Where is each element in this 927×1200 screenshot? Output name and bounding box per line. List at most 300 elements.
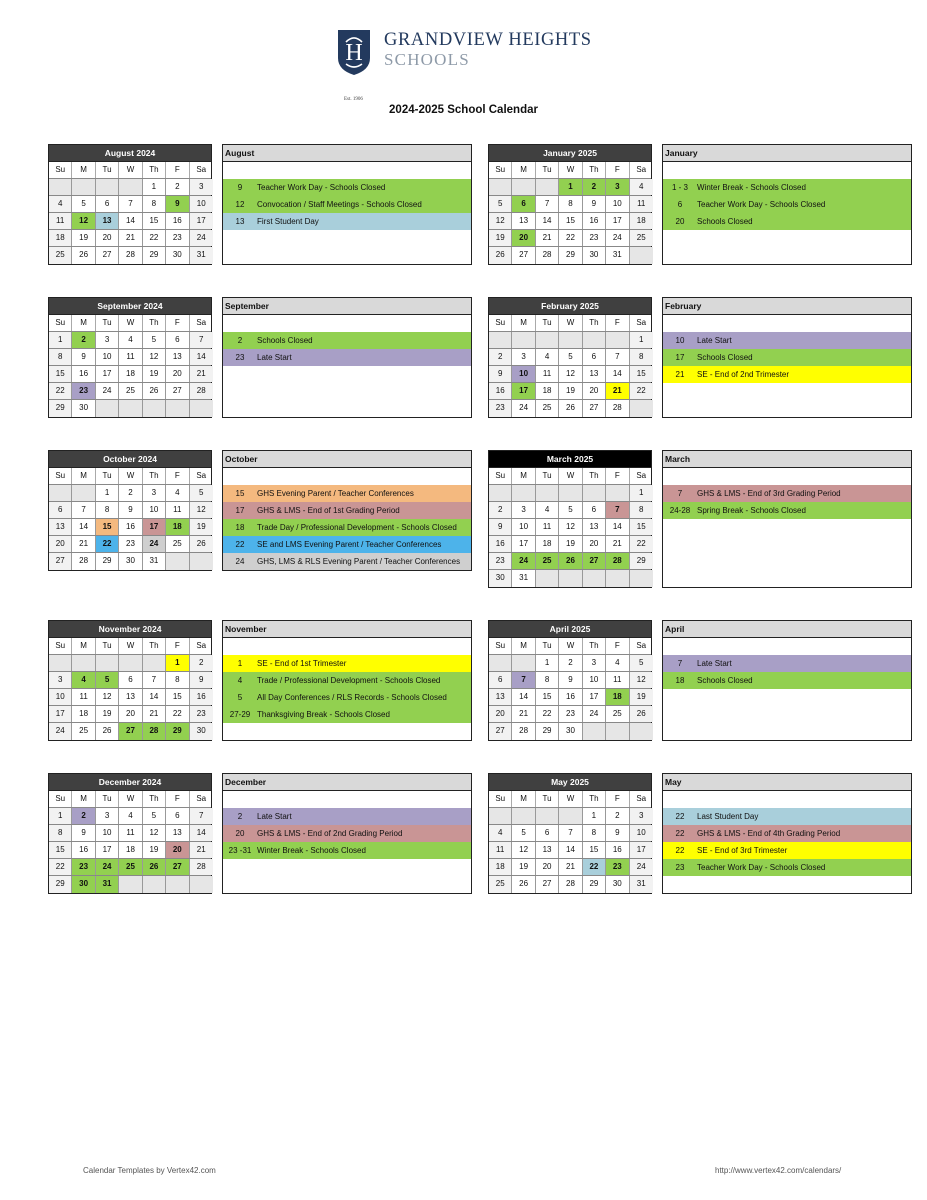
day-cell: 13 xyxy=(166,825,189,841)
svg-text:H: H xyxy=(345,40,363,66)
day-cell: 19 xyxy=(559,383,582,399)
day-cell: 29 xyxy=(49,400,72,417)
events-panel xyxy=(222,144,472,265)
day-cell: 26 xyxy=(489,247,512,264)
weekday-label: Th xyxy=(583,162,606,178)
day-cell: 9 xyxy=(489,366,512,382)
month-calendar xyxy=(488,297,652,418)
day-cell: 4 xyxy=(166,485,189,501)
day-cell: 21 xyxy=(72,536,95,552)
empty-day-cell xyxy=(536,332,559,348)
day-cell: 30 xyxy=(190,723,213,740)
events-title: April xyxy=(663,621,911,638)
week-row xyxy=(489,536,651,553)
day-cell: 18 xyxy=(536,536,559,552)
event-date: 9 xyxy=(237,183,243,192)
day-cell: 18 xyxy=(72,706,95,722)
event-row xyxy=(223,196,471,213)
day-cell: 23 xyxy=(559,706,582,722)
event-date: 17 xyxy=(675,353,685,362)
event-text: GHS Evening Parent / Teacher Conferences xyxy=(257,489,414,498)
day-cell: 5 xyxy=(489,196,512,212)
weekday-label: Sa xyxy=(636,471,647,480)
day-cell: 8 xyxy=(166,672,189,688)
weekday-header-row xyxy=(49,791,211,808)
month-block xyxy=(48,773,472,893)
week-row xyxy=(49,230,211,247)
day-cell: 16 xyxy=(119,519,142,535)
empty-day-cell xyxy=(489,808,512,824)
week-row xyxy=(49,400,211,417)
weekday-label: Su xyxy=(489,791,512,807)
month-block xyxy=(488,450,912,582)
day-cell: 23 xyxy=(489,553,512,569)
week-row xyxy=(49,536,211,553)
day-cell: 16 xyxy=(166,213,189,229)
week-row xyxy=(489,179,651,196)
events-title: September xyxy=(223,298,471,315)
empty-day-cell xyxy=(72,485,95,501)
week-row xyxy=(489,570,651,587)
event-row xyxy=(223,502,471,519)
day-cell: 23 xyxy=(166,230,189,246)
day-cell: 14 xyxy=(512,689,535,705)
day-cell: 6 xyxy=(49,502,72,518)
day-cell: 7 xyxy=(512,672,535,688)
day-cell: 4 xyxy=(119,808,142,824)
day-cell: 21 xyxy=(143,706,166,722)
day-cell: 29 xyxy=(49,876,72,893)
day-cell: 22 xyxy=(583,859,606,875)
week-row xyxy=(489,349,651,366)
event-date: 1 xyxy=(237,659,243,668)
day-cell: 3 xyxy=(96,332,119,348)
event-row xyxy=(663,502,911,519)
day-cell: 1 xyxy=(143,179,166,195)
event-date: 7 xyxy=(677,489,683,498)
weekday-label: W xyxy=(559,162,582,178)
event-row xyxy=(223,842,471,859)
day-cell: 29 xyxy=(583,876,606,893)
day-cell: 9 xyxy=(583,196,606,212)
weekday-label: Th xyxy=(583,638,606,654)
event-date: 24 xyxy=(235,557,245,566)
day-cell: 17 xyxy=(512,536,535,552)
weekday-label: Tu xyxy=(536,638,559,654)
day-cell: 20 xyxy=(512,230,535,246)
day-cell: 11 xyxy=(489,842,512,858)
month-title: November 2024 xyxy=(49,621,211,638)
day-cell: 27 xyxy=(583,553,606,569)
day-cell: 5 xyxy=(630,655,653,671)
day-cell: 24 xyxy=(512,553,535,569)
logo-est: Est. 1906 xyxy=(344,97,363,102)
day-cell: 18 xyxy=(49,230,72,246)
weekday-header-row xyxy=(489,791,651,808)
empty-day-cell xyxy=(72,655,95,671)
empty-day-cell xyxy=(536,485,559,501)
week-row xyxy=(489,502,651,519)
event-date: 27-29 xyxy=(229,710,251,719)
event-date: 6 xyxy=(677,200,683,209)
empty-day-cell xyxy=(489,485,512,501)
week-row xyxy=(489,876,651,893)
month-title: August 2024 xyxy=(49,145,211,162)
month-title: February 2025 xyxy=(489,298,651,315)
day-cell: 7 xyxy=(536,196,559,212)
event-row xyxy=(223,808,471,825)
weekday-label: M xyxy=(72,162,95,178)
logo-line-1: GRANDVIEW HEIGHTS xyxy=(384,30,592,50)
weekday-label: Su xyxy=(49,468,72,484)
weekday-label: W xyxy=(119,315,142,331)
day-cell: 13 xyxy=(119,689,142,705)
day-cell: 18 xyxy=(166,519,189,535)
day-cell: 25 xyxy=(606,706,629,722)
day-cell: 31 xyxy=(190,247,213,264)
day-cell: 28 xyxy=(190,383,213,399)
day-cell: 16 xyxy=(190,689,213,705)
day-cell: 14 xyxy=(119,213,142,229)
day-cell: 25 xyxy=(72,723,95,740)
week-row xyxy=(49,842,211,859)
day-cell: 1 xyxy=(583,808,606,824)
day-cell: 11 xyxy=(536,519,559,535)
event-row xyxy=(663,672,911,689)
empty-day-cell xyxy=(630,570,653,587)
empty-day-cell xyxy=(190,553,213,570)
empty-day-cell xyxy=(119,179,142,195)
event-date: 2 xyxy=(237,336,243,345)
event-date: 15 xyxy=(235,489,245,498)
weekday-header-row xyxy=(489,468,651,485)
empty-day-cell xyxy=(630,400,653,417)
events-panel xyxy=(222,450,472,571)
day-cell: 29 xyxy=(143,247,166,264)
day-cell: 10 xyxy=(630,825,653,841)
month-block xyxy=(488,773,912,893)
weekday-label: Tu xyxy=(96,162,119,178)
day-cell: 20 xyxy=(583,536,606,552)
day-cell: 25 xyxy=(489,876,512,893)
event-text: GHS & LMS - End of 2nd Grading Period xyxy=(257,829,403,838)
day-cell: 28 xyxy=(512,723,535,740)
weekday-label: Sa xyxy=(636,641,647,650)
event-date: 24-28 xyxy=(669,506,691,515)
day-cell: 29 xyxy=(630,553,653,569)
day-cell: 24 xyxy=(96,383,119,399)
day-cell: 11 xyxy=(119,825,142,841)
events-spacer xyxy=(223,468,471,485)
event-text: Convocation / Staff Meetings - Schools Closed xyxy=(257,200,422,209)
empty-day-cell xyxy=(96,179,119,195)
weekday-label: Sa xyxy=(196,794,207,803)
event-text: Late Start xyxy=(257,812,292,821)
day-cell: 2 xyxy=(559,655,582,671)
day-cell: 6 xyxy=(166,332,189,348)
day-cell: 28 xyxy=(143,723,166,740)
weekday-label: Sa xyxy=(196,318,207,327)
week-row xyxy=(49,876,211,893)
event-text: SE - End of 2nd Trimester xyxy=(697,370,790,379)
week-row xyxy=(489,213,651,230)
day-cell: 19 xyxy=(143,842,166,858)
day-cell: 3 xyxy=(143,485,166,501)
day-cell: 26 xyxy=(630,706,653,722)
weekday-label: Tu xyxy=(536,315,559,331)
empty-day-cell xyxy=(512,485,535,501)
event-date: 20 xyxy=(675,217,685,226)
day-cell: 21 xyxy=(190,842,213,858)
day-cell: 24 xyxy=(190,230,213,246)
empty-day-cell xyxy=(119,655,142,671)
event-text: Late Start xyxy=(257,353,292,362)
events-spacer xyxy=(663,468,911,485)
month-calendar xyxy=(48,144,212,265)
day-cell: 13 xyxy=(96,213,119,229)
event-date: 5 xyxy=(237,693,243,702)
weekday-label: Th xyxy=(143,638,166,654)
weekday-label: Sa xyxy=(196,471,207,480)
day-cell: 9 xyxy=(559,672,582,688)
day-cell: 20 xyxy=(119,706,142,722)
day-cell: 21 xyxy=(606,536,629,552)
month-block xyxy=(488,144,912,264)
day-cell: 21 xyxy=(119,230,142,246)
events-title: May xyxy=(663,774,911,791)
day-cell: 16 xyxy=(559,689,582,705)
event-date: 10 xyxy=(675,336,685,345)
week-row xyxy=(489,723,651,740)
event-date: 22 xyxy=(675,812,685,821)
week-row xyxy=(49,519,211,536)
week-row xyxy=(489,689,651,706)
empty-day-cell xyxy=(559,808,582,824)
week-row xyxy=(49,349,211,366)
event-row xyxy=(223,349,471,366)
day-cell: 29 xyxy=(166,723,189,740)
day-cell: 1 xyxy=(559,179,582,195)
day-cell: 21 xyxy=(606,383,629,399)
empty-day-cell xyxy=(489,179,512,195)
day-cell: 28 xyxy=(559,876,582,893)
event-row xyxy=(663,332,911,349)
event-text: GHS, LMS & RLS Evening Parent / Teacher Conferences xyxy=(257,557,461,566)
day-cell: 11 xyxy=(72,689,95,705)
day-cell: 6 xyxy=(583,502,606,518)
event-text: SE - End of 3rd Trimester xyxy=(697,846,788,855)
day-cell: 22 xyxy=(143,230,166,246)
day-cell: 27 xyxy=(536,876,559,893)
weekday-label: Su xyxy=(49,638,72,654)
day-cell: 10 xyxy=(512,366,535,382)
day-cell: 23 xyxy=(489,400,512,417)
day-cell: 9 xyxy=(606,825,629,841)
empty-day-cell xyxy=(190,400,213,417)
day-cell: 7 xyxy=(143,672,166,688)
week-row xyxy=(49,655,211,672)
day-cell: 24 xyxy=(606,230,629,246)
month-block xyxy=(48,297,472,417)
weekday-label: W xyxy=(119,791,142,807)
day-cell: 17 xyxy=(583,689,606,705)
day-cell: 14 xyxy=(72,519,95,535)
event-row xyxy=(223,825,471,842)
events-spacer xyxy=(223,162,471,179)
weekday-label: Su xyxy=(49,162,72,178)
event-text: Late Start xyxy=(697,336,732,345)
weekday-label: Tu xyxy=(96,468,119,484)
logo-line-2: SCHOOLS xyxy=(384,50,470,69)
month-title: January 2025 xyxy=(489,145,651,162)
day-cell: 31 xyxy=(96,876,119,893)
day-cell: 17 xyxy=(512,383,535,399)
footer-right[interactable]: http://www.vertex42.com/calendars/ xyxy=(715,1166,842,1175)
event-text: Schools Closed xyxy=(697,676,753,685)
day-cell: 20 xyxy=(166,366,189,382)
day-cell: 13 xyxy=(512,213,535,229)
day-cell: 22 xyxy=(536,706,559,722)
events-spacer xyxy=(663,162,911,179)
day-cell: 5 xyxy=(96,672,119,688)
day-cell: 11 xyxy=(630,196,653,212)
weekday-label: W xyxy=(559,315,582,331)
day-cell: 14 xyxy=(190,825,213,841)
day-cell: 8 xyxy=(630,349,653,365)
weekday-label: Tu xyxy=(96,791,119,807)
day-cell: 12 xyxy=(489,213,512,229)
event-row xyxy=(223,179,471,196)
day-cell: 13 xyxy=(583,519,606,535)
month-title: October 2024 xyxy=(49,451,211,468)
event-text: Schools Closed xyxy=(697,353,753,362)
day-cell: 17 xyxy=(630,842,653,858)
day-cell: 6 xyxy=(96,196,119,212)
day-cell: 4 xyxy=(536,502,559,518)
day-cell: 15 xyxy=(96,519,119,535)
day-cell: 7 xyxy=(72,502,95,518)
month-block xyxy=(48,144,472,264)
day-cell: 2 xyxy=(119,485,142,501)
empty-day-cell xyxy=(190,876,213,893)
event-text: First Student Day xyxy=(257,217,319,226)
event-text: Teacher Work Day - Schools Closed xyxy=(257,183,386,192)
day-cell: 12 xyxy=(190,502,213,518)
day-cell: 6 xyxy=(119,672,142,688)
events-spacer xyxy=(223,638,471,655)
event-text: All Day Conferences / RLS Records - Schools Closed xyxy=(257,693,447,702)
weekday-label: F xyxy=(166,638,189,654)
empty-day-cell xyxy=(49,655,72,671)
day-cell: 18 xyxy=(119,842,142,858)
empty-day-cell xyxy=(143,655,166,671)
week-row xyxy=(49,672,211,689)
event-row xyxy=(223,706,471,723)
day-cell: 12 xyxy=(630,672,653,688)
day-cell: 12 xyxy=(143,349,166,365)
empty-day-cell xyxy=(96,400,119,417)
day-cell: 5 xyxy=(72,196,95,212)
month-calendar xyxy=(48,773,212,894)
day-cell: 13 xyxy=(536,842,559,858)
weekday-header-row xyxy=(49,162,211,179)
month-block xyxy=(48,620,472,740)
day-cell: 10 xyxy=(96,825,119,841)
weekday-label: Sa xyxy=(636,794,647,803)
events-panel xyxy=(222,773,472,894)
day-cell: 15 xyxy=(49,842,72,858)
day-cell: 24 xyxy=(49,723,72,740)
event-row xyxy=(223,689,471,706)
day-cell: 22 xyxy=(559,230,582,246)
event-date: 18 xyxy=(235,523,245,532)
day-cell: 16 xyxy=(489,383,512,399)
day-cell: 15 xyxy=(559,213,582,229)
week-row xyxy=(49,825,211,842)
weekday-label: Sa xyxy=(636,318,647,327)
weekday-header-row xyxy=(49,638,211,655)
day-cell: 10 xyxy=(190,196,213,212)
month-calendar xyxy=(488,773,652,894)
weekday-label: W xyxy=(559,791,582,807)
event-text: SE - End of 1st Trimester xyxy=(257,659,347,668)
empty-day-cell xyxy=(583,485,606,501)
day-cell: 3 xyxy=(49,672,72,688)
week-row xyxy=(489,196,651,213)
week-row xyxy=(489,519,651,536)
day-cell: 8 xyxy=(536,672,559,688)
weekday-label: Sa xyxy=(636,165,647,174)
day-cell: 8 xyxy=(49,349,72,365)
week-row xyxy=(489,366,651,383)
month-calendar xyxy=(48,620,212,741)
day-cell: 28 xyxy=(190,859,213,875)
events-spacer xyxy=(663,315,911,332)
month-calendar xyxy=(48,450,212,571)
day-cell: 26 xyxy=(512,876,535,893)
event-date: 22 xyxy=(675,829,685,838)
day-cell: 19 xyxy=(630,689,653,705)
day-cell: 14 xyxy=(559,842,582,858)
week-row xyxy=(489,808,651,825)
day-cell: 22 xyxy=(49,859,72,875)
page-title: 2024-2025 School Calendar xyxy=(389,104,538,116)
day-cell: 23 xyxy=(72,859,95,875)
day-cell: 23 xyxy=(72,383,95,399)
day-cell: 28 xyxy=(119,247,142,264)
day-cell: 16 xyxy=(489,536,512,552)
event-row xyxy=(223,332,471,349)
weekday-header-row xyxy=(49,468,211,485)
day-cell: 27 xyxy=(489,723,512,740)
day-cell: 15 xyxy=(536,689,559,705)
week-row xyxy=(49,859,211,876)
weekday-label: Su xyxy=(489,162,512,178)
day-cell: 2 xyxy=(166,179,189,195)
empty-day-cell xyxy=(606,723,629,740)
week-row xyxy=(489,706,651,723)
day-cell: 27 xyxy=(512,247,535,264)
weekday-label: M xyxy=(512,638,535,654)
events-title: February xyxy=(663,298,911,315)
empty-day-cell xyxy=(630,723,653,740)
day-cell: 15 xyxy=(166,689,189,705)
empty-day-cell xyxy=(166,400,189,417)
day-cell: 21 xyxy=(536,230,559,246)
day-cell: 10 xyxy=(96,349,119,365)
empty-day-cell xyxy=(166,553,189,570)
day-cell: 24 xyxy=(143,536,166,552)
